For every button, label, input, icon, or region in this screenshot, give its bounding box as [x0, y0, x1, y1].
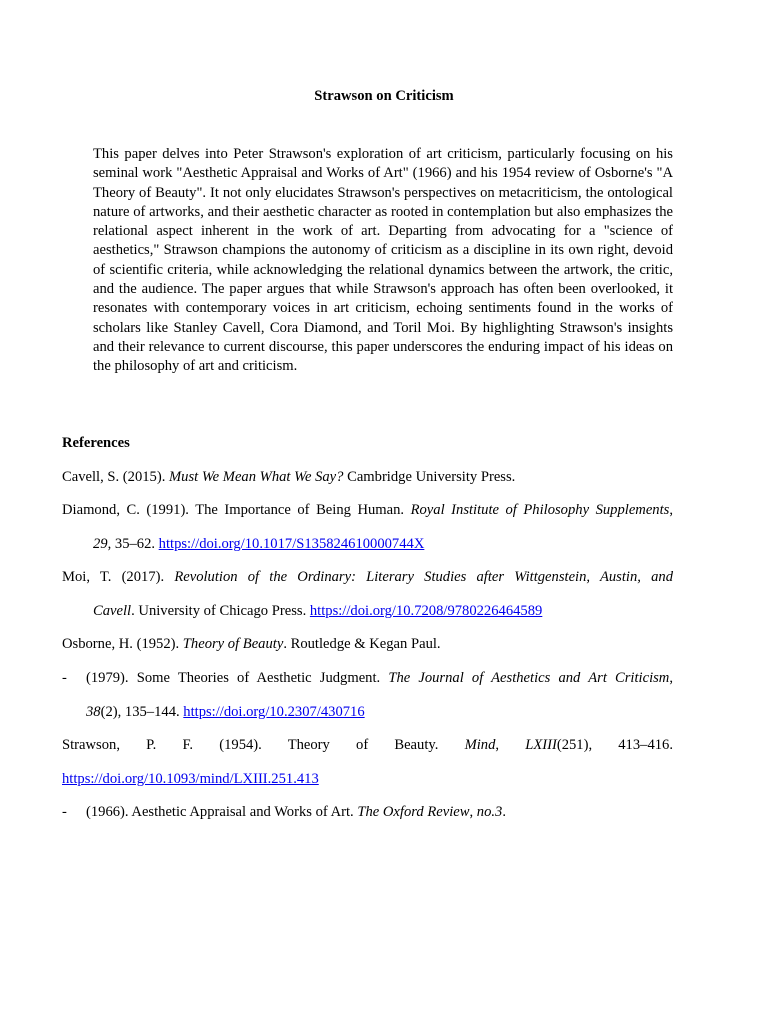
doi-link[interactable]: https://doi.org/10.1017/S135824610000744X — [158, 535, 425, 552]
reference-title: Revolution of the Ordinary: Literary Studies after Wittgenstein, Austin, and — [174, 569, 673, 585]
abstract-paragraph: This paper delves into Peter Strawson's exploration of art criticism, particularly focusing on his seminal work "Aesthetic Appraisal and Works of Art" (1966) and his 1954 review of Osborne's "A Theory of Beauty". It not only elucidates Strawson's perspectives on metacriticism, the ontological nature of artworks, and their aesthetic character as rooted in contemplation but also emphasizes the relational aspect inherent in the work of art. Departing from advocating for a "science of aesthetics," Strawson champions the autonomy of criticism as a discipline in its own right, devoid of scientific criteria, while acknowledging the relational dynamics between the artwork, the critic, and the audience. The paper argues that while Strawson's approach has often been overlooked, it resonates with contemporary voices in art criticism, echoing sentiments found in the works of scholars like Stanley Cavell, Cora Diamond, and Toril Moi. By highlighting Strawson's insights and their relevance to current discourse, this paper underscores the enduring impact of his ideas on the philosophy of art and criticism. — [93, 146, 673, 375]
reference-line — [62, 696, 673, 730]
reference-strawson-1954 — [62, 729, 673, 796]
reference-volume: 38 — [86, 703, 101, 720]
document-title: Strawson on Criticism — [314, 88, 454, 104]
reference-strawson-1966 — [62, 796, 673, 830]
references-heading: References — [62, 435, 130, 451]
reference-osborne-1952 — [62, 628, 673, 662]
doi-link[interactable]: https://doi.org/10.7208/9780226464589 — [309, 602, 543, 619]
reference-pages: (2), 135–144. — [100, 703, 184, 720]
reference-title: Must We Mean What We Say? — [169, 469, 344, 485]
reference-cavell — [62, 461, 673, 495]
reference-punctuation: , — [469, 804, 477, 820]
reference-line — [62, 763, 673, 797]
reference-pages: (251), 413–416. — [556, 737, 673, 753]
reference-issue: no.3 — [476, 804, 503, 820]
reference-osborne-1979 — [62, 662, 673, 729]
reference-author: Osborne, H. (1952). — [62, 636, 183, 652]
reference-journal: Royal Institute of Philosophy Supplements — [410, 502, 670, 518]
doi-link[interactable]: https://doi.org/10.2307/430716 — [183, 703, 365, 720]
reference-journal: Mind — [464, 737, 496, 753]
reference-journal: The Oxford Review — [357, 804, 470, 820]
reference-line — [62, 561, 673, 595]
reference-pages: , 35–62. — [107, 535, 159, 552]
reference-publisher: Cambridge University Press. — [343, 469, 516, 485]
reference-moi — [62, 561, 673, 628]
reference-text: (1979). Some Theories of Aesthetic Judgment. — [86, 670, 389, 686]
reference-author: Cavell, S. (2015). — [62, 469, 170, 485]
reference-volume: 29 — [93, 535, 108, 552]
reference-line — [62, 528, 673, 562]
reference-publisher: . University of Chicago Press. — [131, 602, 310, 619]
reference-line — [62, 494, 673, 528]
reference-author: Diamond, C. (1991). The Importance of Being Human. — [62, 502, 411, 518]
reference-dash: - — [62, 804, 67, 820]
doi-link[interactable]: https://doi.org/10.1093/mind/LXIII.251.413 — [62, 770, 319, 787]
reference-publisher: . Routledge & Kegan Paul. — [283, 636, 441, 652]
reference-diamond — [62, 494, 673, 561]
reference-text: (1966). Aesthetic Appraisal and Works of Art. — [86, 804, 358, 820]
reference-punctuation: , — [495, 737, 526, 753]
reference-punctuation: , — [669, 670, 673, 686]
reference-dash: - — [62, 670, 67, 686]
reference-journal: The Journal of Aesthetics and Art Criticism — [388, 670, 670, 686]
reference-volume: LXIII — [525, 737, 557, 753]
reference-title: Theory of Beauty — [182, 636, 284, 652]
reference-author: Moi, T. (2017). — [62, 569, 175, 585]
reference-line — [62, 662, 673, 696]
reference-punctuation: , — [669, 502, 673, 518]
reference-line — [62, 729, 673, 763]
reference-punctuation: . — [502, 804, 506, 820]
reference-line — [62, 595, 673, 629]
reference-author: Strawson, P. F. (1954). Theory of Beauty. — [62, 737, 465, 753]
reference-title: Cavell — [93, 602, 132, 619]
